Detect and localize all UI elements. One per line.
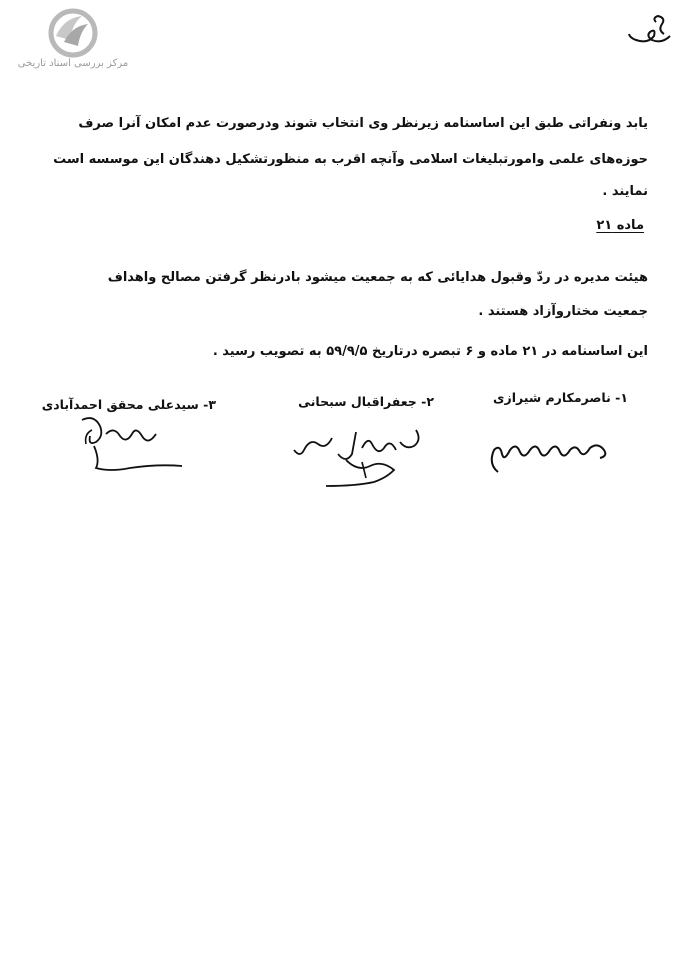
signature-2-icon <box>286 420 446 492</box>
signature-3-icon <box>70 412 190 476</box>
archive-center-logo-icon <box>42 8 104 58</box>
article-line-1: هیئت مدیره در ردّ وقبول هدایائی که به جمعیت میشود بادرنظر گرفتن مصالح واهداف <box>107 270 648 285</box>
signatory-3-name: ۳- سیدعلی محقق احمدآبادی <box>41 397 216 412</box>
body-line-2: حوزه‌های علمی وامورتبلیغات اسلامی وآنچه اقرب به منظورتشکیل دهندگان این موسسه است <box>53 152 648 167</box>
article-heading: ماده ۲۱ <box>596 218 644 233</box>
body-line-3: نمایند . <box>602 184 648 199</box>
page-number-mark <box>626 14 672 50</box>
signature-1-icon <box>480 428 620 478</box>
body-line-1: یابد ونفراتی طبق این اساسنامه زیرنظر وی انتخاب شوند ودرصورت عدم امکان آنرا صرف <box>78 116 648 131</box>
closing-line: این اساسنامه در ۲۱ ماده و ۶ تبصره درتاریخ ۵۹/۹/۵ به تصویب رسید . <box>212 344 648 359</box>
article-line-2: جمعیت مختاروآزاد هستند . <box>478 304 648 319</box>
watermark-text: مرکز بررسی اسناد تاریخی <box>17 58 129 69</box>
signatory-1-name: ۱- ناصرمکارم شیرازی <box>493 390 628 405</box>
archive-logo <box>10 8 136 74</box>
signatory-2-name: ۲- جعفراقبال سبحانی <box>298 394 434 409</box>
page-number-handwritten-icon <box>626 14 672 50</box>
